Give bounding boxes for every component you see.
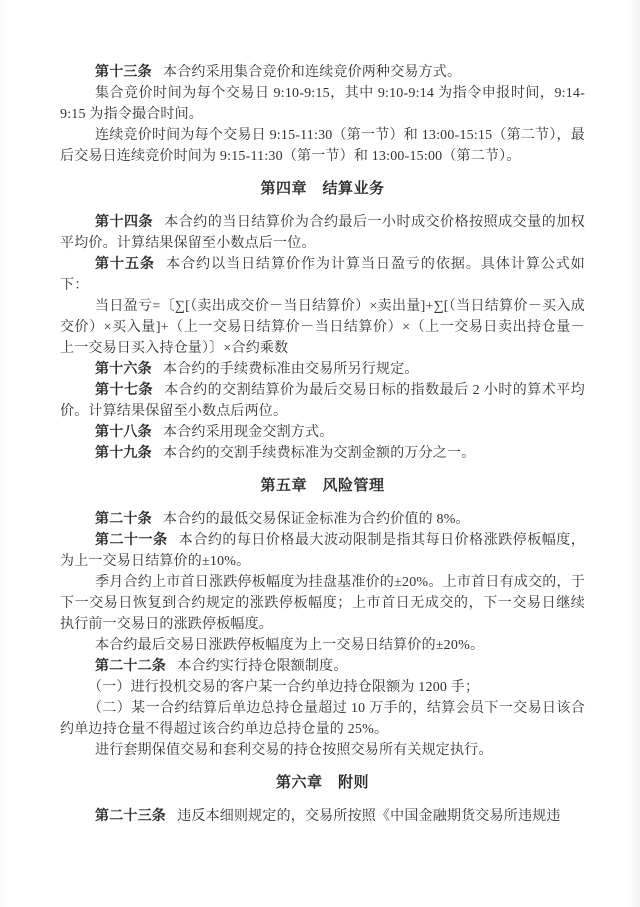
clause-text: 本合约采用现金交割方式。 [163, 425, 334, 440]
clause-paragraph [60, 422, 585, 443]
body-paragraph [60, 635, 585, 656]
clause-term: 第十九条 [95, 446, 152, 461]
chapter-heading-text: 第五章 风险管理 [260, 478, 385, 494]
clause-term: 第十五条 [95, 257, 155, 272]
clause-text: 本合约的最低交易保证金标准为合约价值的 8%。 [163, 512, 470, 527]
clause-paragraph [60, 509, 585, 530]
list-item-paragraph [60, 677, 585, 698]
clause-paragraph [60, 380, 585, 422]
clause-paragraph [60, 212, 585, 254]
chapter-heading-text: 第四章 结算业务 [260, 181, 385, 197]
clause-term: 第二十三条 [95, 809, 166, 824]
clause-term: 第十八条 [95, 425, 152, 440]
clause-paragraph [60, 254, 585, 296]
clause-text: 本合约的手续费标准由交易所另行规定。 [163, 362, 419, 377]
list-item-text: （二）某一合约结算后单边总持仓量超过 10 万手的，结算会员下一交易日该合约单边持仓量不得超过该合约单边总持仓量的 25%。 [60, 701, 585, 737]
paragraph-text: 集合竞价时间为每个交易日 9:10-9:15，其中 9:10-9:14 为指令申报时间，9:14-9:15 为指令撮合时间。 [60, 86, 585, 122]
chapter-6-heading [60, 773, 585, 794]
clause-term: 第二十一条 [95, 533, 168, 548]
clause-paragraph [60, 62, 585, 83]
clause-term: 第十四条 [95, 215, 154, 230]
formula-text: 当日盈亏=〔∑[（卖出成交价－当日结算价）×卖出量]+∑[（当日结算价－买入成交价）×买入量]+（上一交易日结算价－当日结算价）×（上一交易日卖出持仓量－上一交易日买入持仓量）〕×合约乘数 [60, 299, 585, 356]
paragraph-text: 本合约最后交易日涨跌停板幅度为上一交易日结算价的±20%。 [95, 638, 485, 653]
chapter-4-heading [60, 179, 585, 200]
paragraph-text: 季月合约上市首日涨跌停板幅度为挂盘基准价的±20%。上市首日有成交的，于下一交易日恢复到合约规定的涨跌停板幅度；上市首日无成交的，下一交易日继续执行前一交易日的涨跌停板幅度。 [60, 575, 585, 632]
chapter-heading-text: 第六章 附则 [275, 775, 369, 791]
paragraph-text: 连续竞价时间为每个交易日 9:15-11:30（第一节）和 13:00-15:15（第二节），最后交易日连续竞价时间为 9:15-11:30（第一节）和 13:00-15:00（第二节）。 [60, 128, 585, 164]
clause-text: 本合约采用集合竞价和连续竞价两种交易方式。 [163, 65, 462, 80]
clause-paragraph [60, 530, 585, 572]
chapter-5-heading [60, 476, 585, 497]
clause-term: 第二十二条 [95, 659, 166, 674]
clause-text: 本合约实行持仓限额制度。 [177, 659, 348, 674]
clause-term: 第二十条 [95, 512, 152, 527]
clause-term: 第十三条 [95, 65, 152, 80]
list-item-paragraph [60, 698, 585, 740]
clause-text: 本合约以当日结算价作为计算当日盈亏的依据。具体计算公式如下： [60, 257, 585, 293]
paragraph-text: 进行套期保值交易和套利交易的持仓按照交易所有关规定执行。 [95, 743, 493, 758]
body-paragraph [60, 740, 585, 761]
clause-text: 本合约的交割手续费标准为交割金额的万分之一。 [163, 446, 476, 461]
clause-text: 本合约的当日结算价为合约最后一小时成交价格按照成交量的加权平均价。计算结果保留至小数点后一位。 [60, 215, 585, 251]
clause-paragraph [60, 806, 585, 827]
clause-paragraph [60, 443, 585, 464]
clause-text: 本合约的交割结算价为最后交易日标的指数最后 2 小时的算术平均价。计算结果保留至小数点后两位。 [60, 383, 585, 419]
clause-text: 本合约的每日价格最大波动限制是指其每日价格涨跌停板幅度，为上一交易日结算价的±10%。 [60, 533, 586, 569]
body-paragraph [60, 125, 585, 167]
list-item-text: （一）进行投机交易的客户某一合约单边持仓限额为 1200 手； [88, 680, 480, 695]
body-paragraph [60, 572, 585, 635]
body-paragraph [60, 83, 585, 125]
clause-term: 第十七条 [95, 383, 153, 398]
clause-paragraph [60, 359, 585, 380]
formula-paragraph [60, 296, 585, 359]
clause-term: 第十六条 [95, 362, 152, 377]
clause-paragraph [60, 656, 585, 677]
clause-text: 违反本细则规定的，交易所按照《中国金融期货交易所违规违 [177, 809, 561, 824]
